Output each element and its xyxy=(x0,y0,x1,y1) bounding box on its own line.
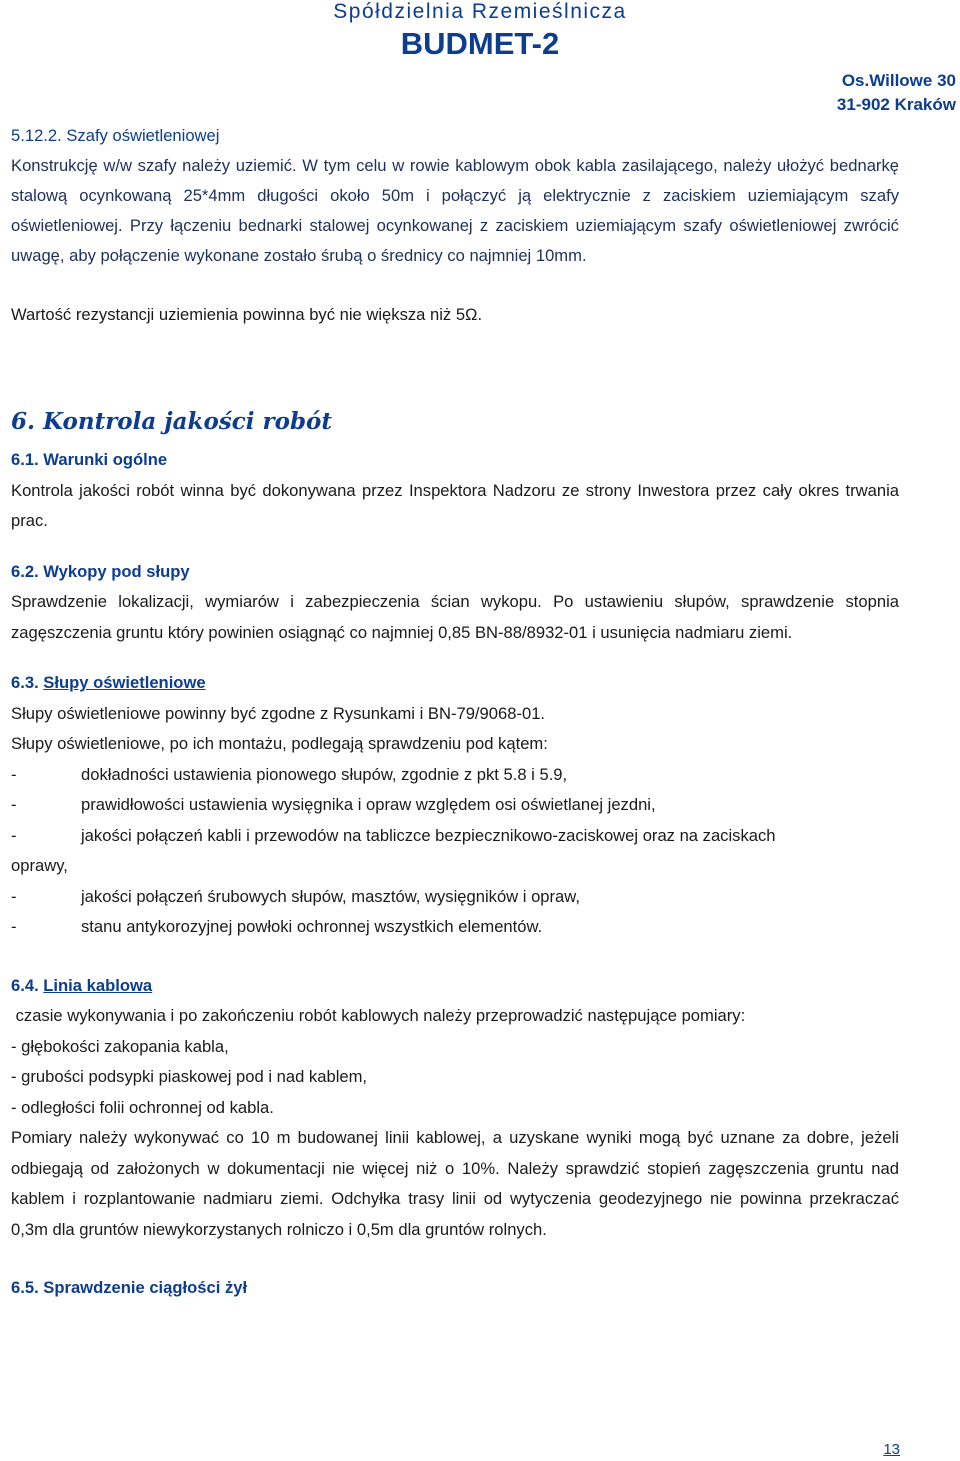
header-name: BUDMET-2 xyxy=(400,26,560,61)
paragraph: Kontrola jakości robót winna być dokonywana przez Inspektora Nadzoru ze strony Inwestora przez cały okres trwania prac. xyxy=(11,480,899,530)
list-item xyxy=(11,821,899,852)
paragraph-part: Konstrukcję w/w szafy należy uziemić. W tym celu w rowie kablowym obok kabla zasilającego, należy ułożyć bednarkę stalową ocynkowaną 25*4mm długości około 50m i połączyć ją elektrycznie z zaciskiem uziemiającym szafy oświetleniowej. xyxy=(11,156,899,235)
page-number: 13 xyxy=(883,1441,900,1458)
list-line: - odległości folii ochronnej od kabla. xyxy=(11,1097,274,1117)
section-number: 6.3. xyxy=(11,673,44,692)
paragraph-part: Przy łączeniu bednarki stalowej ocynkowanej z zaciskiem uziemiającym szafy oświetleniowej zwrócić uwagę, aby połączenie wykonane zostało śrubą o średnicy co najmniej 10mm. xyxy=(11,216,899,265)
list-item-continuation: oprawy, xyxy=(11,856,68,875)
section-number: 6.4. xyxy=(11,975,44,995)
list-dash: - xyxy=(11,764,17,784)
section-title: 5.12.2. Szafy oświetleniowej xyxy=(11,126,220,145)
paragraph xyxy=(11,151,899,271)
paragraph: Słupy oświetleniowe powinny być zgodne z Rysunkami i BN-79/9068-01. xyxy=(11,703,546,723)
list-dash: - xyxy=(11,825,17,845)
chapter-title: 6. Kontrola jakości robót xyxy=(11,407,333,435)
list-item-text: stanu antykorozyjnej powłoki ochronnej wszystkich elementów. xyxy=(81,917,543,936)
section-title: 6.1. Warunki ogólne xyxy=(11,450,168,469)
list-dash: - xyxy=(11,795,17,814)
list-item-text: dokładności ustawienia pionowego słupów, zgodnie z pkt 5.8 i 5.9, xyxy=(81,764,568,784)
header-address-line1: Os.Willowe 30 xyxy=(841,71,956,90)
section-title: 6.5. Sprawdzenie ciągłości żył xyxy=(11,1278,248,1297)
list-item-text: jakości połączeń kabli i przewodów na tabliczce bezpiecznikowo-zaciskowej oraz na zaciskach xyxy=(81,825,776,845)
document-body xyxy=(11,300,899,1304)
section-title xyxy=(11,971,899,1002)
section-5-12-2 xyxy=(11,121,899,271)
list-line: - głębokości zakopania kabla, xyxy=(11,1036,229,1056)
list-item xyxy=(11,760,899,791)
section-title-text: Linia kablowa xyxy=(43,975,153,995)
list-item-text: prawidłowości ustawienia wysięgnika i opraw względem osi oświetlanej jezdni, xyxy=(81,795,656,814)
section-title xyxy=(11,668,899,699)
section-title: 6.2. Wykopy pod słupy xyxy=(11,561,190,581)
section-title-text: Słupy oświetleniowe xyxy=(43,673,206,692)
header-company: Spółdzielnia Rzemieślnicza xyxy=(333,0,627,23)
header-address-line2: 31-902 Kraków xyxy=(836,95,956,114)
list-line: - grubości podsypki piaskowej pod i nad kablem, xyxy=(11,1067,368,1086)
paragraph: czasie wykonywania i po zakończeniu robót kablowych należy przeprowadzić następujące pomiary: xyxy=(11,1006,746,1025)
paragraph: Sprawdzenie lokalizacji, wymiarów i zabezpieczenia ścian wykopu. Po ustawieniu słupów, sprawdzenie stopnia zagęszczenia gruntu który powinien osiągnąć co najmniej 0,85 BN-88/8932-01 i usunięcia nadmiaru ziemi. xyxy=(11,592,899,642)
paragraph: Pomiary należy wykonywać co 10 m budowanej linii kablowej, a uzyskane wyniki mogą być uznane za dobre, jeżeli odbiegają od założonych w dokumentacji nie więcej niż o 10%. Należy sprawdzić stopień zagęszczenia gruntu nad kablem i rozplantowanie nadmiaru ziemi. Odchyłka trasy linii od wytyczenia geodezyjnego nie powinna przekraczać 0,3m dla gruntów niewykorzystanych rolniczo i 0,5m dla gruntów rolnych. xyxy=(11,1128,899,1239)
list-item xyxy=(11,912,899,943)
list-item xyxy=(11,790,899,821)
paragraph: Słupy oświetleniowe, po ich montażu, podlegają sprawdzeniu pod kątem: xyxy=(11,734,548,753)
list-item xyxy=(11,882,899,913)
list-dash: - xyxy=(11,886,17,906)
list-dash: - xyxy=(11,917,17,936)
list-item-text: jakości połączeń śrubowych słupów, masztów, wysięgników i opraw, xyxy=(81,886,580,906)
paragraph: Wartość rezystancji uziemienia powinna być nie większa niż 5Ω. xyxy=(11,305,483,324)
